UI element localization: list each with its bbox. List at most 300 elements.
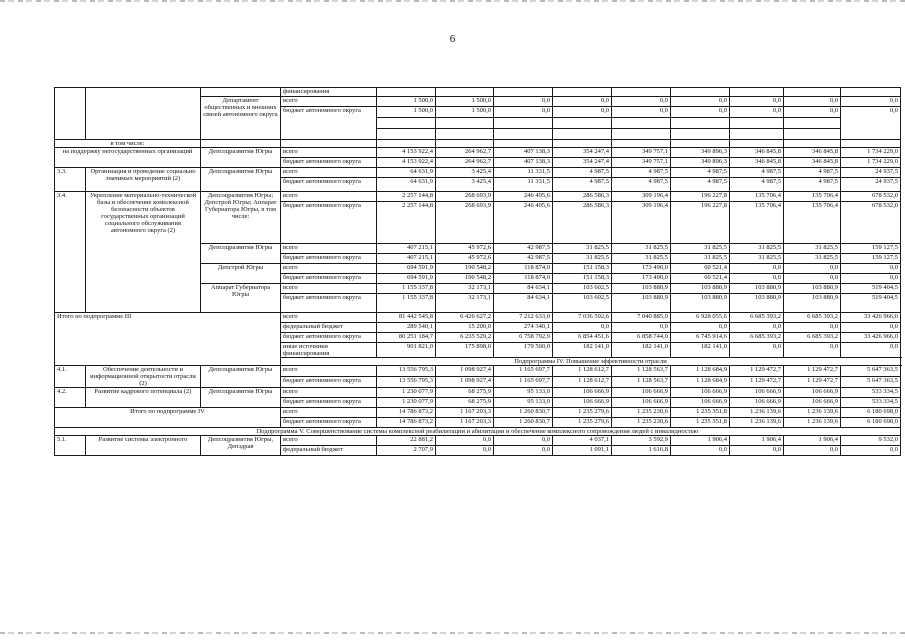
table-cell: 0,0 <box>730 446 784 456</box>
table-cell <box>494 118 553 129</box>
table-cell: 3 425,4 <box>436 168 494 178</box>
table-cell: 173 490,0 <box>612 274 671 284</box>
table-cell: 103 880,9 <box>671 294 730 313</box>
table-cell: 118 874,0 <box>494 274 553 284</box>
table-cell: 0,0 <box>494 97 553 107</box>
table-cell: 6 858 744,0 <box>612 333 671 343</box>
table-cell: 6 235 529,2 <box>436 333 494 343</box>
table-cell <box>494 140 553 148</box>
table-cell: 309 196,4 <box>612 202 671 244</box>
table-cell: 106 666,9 <box>730 388 784 398</box>
table-cell: 103 602,5 <box>553 284 612 294</box>
table-cell <box>671 129 730 140</box>
table-cell: 196 227,8 <box>671 202 730 244</box>
table-cell: 6 180 698,0 <box>841 418 901 428</box>
table-cell: 246 495,6 <box>494 202 553 244</box>
table-cell: 1 129 472,7 <box>730 366 784 377</box>
table-cell <box>86 88 201 140</box>
table-cell: 42 987,5 <box>494 244 553 254</box>
table-cell: Аппарат Губернатора Югры <box>201 284 281 313</box>
table-cell: 349 896,3 <box>671 158 730 168</box>
table-cell: 60 521,4 <box>671 264 730 274</box>
table-cell: 533 334,5 <box>841 398 901 408</box>
table-cell: 286 586,3 <box>553 192 612 202</box>
table-cell: 1 235 351,8 <box>671 408 730 418</box>
table-cell: Депсоцразвития Югры <box>201 244 281 264</box>
table-cell: 0,0 <box>784 343 841 358</box>
table-cell: всего <box>281 148 377 158</box>
table-cell: 31 825,5 <box>730 254 784 264</box>
table-cell: 13 556 795,3 <box>377 366 436 377</box>
table-cell <box>841 140 901 148</box>
table-cell: 0,0 <box>671 107 730 118</box>
table-cell: 2 257 144,8 <box>377 202 436 244</box>
table-cell: 0,0 <box>784 274 841 284</box>
table-cell: федеральный бюджет <box>281 323 377 333</box>
table-cell: Депсоцразвития Югры <box>201 388 281 408</box>
table-cell: 0,0 <box>841 97 901 107</box>
table-cell: 31 825,5 <box>671 244 730 254</box>
table-cell: 64 631,9 <box>377 168 436 178</box>
table-cell: 159 127,5 <box>841 254 901 264</box>
table-cell: 84 634,1 <box>494 294 553 313</box>
table-cell: 68 275,9 <box>436 388 494 398</box>
table-cell <box>201 140 281 148</box>
table-cell: 0,0 <box>841 264 901 274</box>
table-cell: 4 987,5 <box>671 168 730 178</box>
table-row <box>55 168 901 178</box>
table-row <box>55 140 901 148</box>
table-cell <box>281 140 377 148</box>
table-cell: 1 230 077,9 <box>377 388 436 398</box>
table-cell: 1 500,0 <box>436 107 494 118</box>
table-cell: 159 127,5 <box>841 244 901 254</box>
table-cell: 1 091,1 <box>553 446 612 456</box>
table-cell <box>553 118 612 129</box>
table-cell: 0,0 <box>730 343 784 358</box>
table-cell: 3.4. <box>55 192 86 313</box>
table-cell: 106 666,9 <box>784 388 841 398</box>
table-cell: всего <box>281 168 377 178</box>
table-row <box>55 88 901 97</box>
table-cell: 7 040 885,0 <box>612 313 671 323</box>
table-cell <box>494 129 553 140</box>
table-cell <box>436 140 494 148</box>
table-cell: в том числе: <box>55 140 201 148</box>
scan-edge-bottom <box>0 632 905 634</box>
table-cell: 0,0 <box>671 323 730 333</box>
table-cell: 5.1. <box>55 436 86 456</box>
table-cell: всего <box>281 192 377 202</box>
table-cell: 1 236 139,6 <box>730 418 784 428</box>
table-cell: бюджет автономного округа <box>281 333 377 343</box>
table-cell: 3.3. <box>55 168 86 192</box>
table-cell: всего <box>281 284 377 294</box>
table-cell: 103 880,9 <box>612 284 671 294</box>
table-cell: 1 167 203,3 <box>436 418 494 428</box>
table-cell: 3 592,9 <box>612 436 671 446</box>
table-cell: 1 128 563,7 <box>612 366 671 377</box>
table-cell: 5 647 363,5 <box>841 366 901 377</box>
table-cell: 31 825,5 <box>612 254 671 264</box>
table-cell <box>612 129 671 140</box>
table-cell: 309 196,4 <box>612 192 671 202</box>
table-cell: 4 987,5 <box>671 178 730 192</box>
table-cell: 0,0 <box>730 264 784 274</box>
table-cell: 1 236 139,6 <box>784 408 841 418</box>
table-cell <box>553 88 612 97</box>
table-cell: 4 987,5 <box>784 168 841 178</box>
table-cell: 45 972,6 <box>436 244 494 254</box>
table-cell: 0,0 <box>612 323 671 333</box>
table-cell <box>784 129 841 140</box>
table-cell: 2 257 144,8 <box>377 192 436 202</box>
table-cell: Подпрограмма V. Совершенствование системы комплексной реабилитации и абилитации и обеспечение комплексного сопровождения людей с инвалидностью <box>55 428 901 436</box>
table-cell: 14 786 873,2 <box>377 418 436 428</box>
table-cell: 6 758 792,9 <box>494 333 553 343</box>
table-cell: 13 556 795,3 <box>377 377 436 388</box>
table-cell: 190 548,2 <box>436 264 494 274</box>
table-cell: 0,0 <box>841 107 901 140</box>
table-cell: 1 128 612,7 <box>553 377 612 388</box>
table-cell: 95 133,0 <box>494 388 553 398</box>
table-cell: 7 212 633,0 <box>494 313 553 323</box>
table-cell: 6 745 914,6 <box>671 333 730 343</box>
table-cell: Организация и проведение социально значимых мероприятий (2) <box>86 168 201 192</box>
table-cell: 1 098 927,4 <box>436 377 494 388</box>
table-cell <box>730 118 784 129</box>
table-cell: 31 825,5 <box>612 244 671 254</box>
table-cell: 173 490,0 <box>612 264 671 274</box>
table-cell: 60 521,4 <box>671 274 730 284</box>
table-cell: 289 540,1 <box>377 323 436 333</box>
table-cell: 4 987,5 <box>553 178 612 192</box>
table-cell: 1 128 563,7 <box>612 377 671 388</box>
table-cell: 31 825,5 <box>784 244 841 254</box>
table-cell: 45 972,6 <box>436 254 494 264</box>
table-cell: 81 442 545,8 <box>377 313 436 323</box>
table-cell: 95 133,0 <box>494 398 553 408</box>
table-cell: 1 235 279,6 <box>553 418 612 428</box>
table-cell: 1 165 697,7 <box>494 377 553 388</box>
table-cell: Итого по подпрограмме IV <box>55 408 281 428</box>
table-cell: бюджет автономного округа <box>281 398 377 408</box>
table-cell: 1 734 229,0 <box>841 158 901 168</box>
table-cell <box>55 88 86 140</box>
table-cell: 7 036 592,6 <box>553 313 612 323</box>
table-cell <box>784 140 841 148</box>
table-cell: 4 153 922,4 <box>377 158 436 168</box>
table-cell <box>436 118 494 129</box>
table-cell: 0,0 <box>730 274 784 284</box>
table-cell: 0,0 <box>612 107 671 118</box>
table-cell: бюджет автономного округа <box>281 377 377 388</box>
table-cell: 0,0 <box>841 274 901 284</box>
table-cell: 4 987,5 <box>784 178 841 192</box>
table-cell: Депсоцразвития Югры <box>201 366 281 388</box>
table-cell: 0,0 <box>841 323 901 333</box>
table-cell: 264 962,7 <box>436 148 494 158</box>
table-cell: 84 634,1 <box>494 284 553 294</box>
table-cell: 1 616,8 <box>612 446 671 456</box>
table-cell: 6 426 627,2 <box>436 313 494 323</box>
table-cell <box>784 118 841 129</box>
table-cell <box>671 140 730 148</box>
table-cell: 6 685 393,2 <box>730 313 784 323</box>
table-cell: 11 331,5 <box>494 178 553 192</box>
table-cell: 0,0 <box>612 97 671 107</box>
table-cell: 11 331,5 <box>494 168 553 178</box>
table-cell: 533 334,5 <box>841 388 901 398</box>
table-cell: 349 757,1 <box>612 158 671 168</box>
table-cell <box>494 88 553 97</box>
table-cell: Развитие системы электронного <box>86 436 201 456</box>
table-cell: 0,0 <box>553 323 612 333</box>
table-cell: 9 532,0 <box>841 436 901 446</box>
table-cell: 0,0 <box>730 323 784 333</box>
table-row <box>55 192 901 202</box>
table-cell: 103 880,9 <box>730 284 784 294</box>
table-row <box>55 313 901 323</box>
table-cell <box>784 88 841 97</box>
table-cell: 4 987,5 <box>612 168 671 178</box>
table-cell <box>671 118 730 129</box>
table-cell: 0,0 <box>784 446 841 456</box>
table-cell <box>553 129 612 140</box>
table-cell: 1 235 230,6 <box>612 408 671 418</box>
table-cell: 286 586,3 <box>553 202 612 244</box>
table-cell: 103 880,9 <box>612 294 671 313</box>
table-row <box>55 408 901 418</box>
table-cell: 190 548,2 <box>436 274 494 284</box>
table-cell: 0,0 <box>553 97 612 107</box>
table-cell: Подпрограмма IV. Повышение эффективности отрасли <box>281 358 901 366</box>
table-cell: 15 200,0 <box>436 323 494 333</box>
table-cell: 33 426 966,0 <box>841 333 901 343</box>
table-cell: 346 845,8 <box>784 158 841 168</box>
table-cell: 274 340,1 <box>494 323 553 333</box>
table-cell: 346 845,8 <box>730 148 784 158</box>
table-cell: 1 128 684,9 <box>671 366 730 377</box>
table-cell: 151 158,3 <box>553 264 612 274</box>
table-cell: 182 141,0 <box>553 343 612 358</box>
table-cell: 0,0 <box>841 343 901 358</box>
table-cell: 4 987,5 <box>730 178 784 192</box>
table-cell: 0,0 <box>784 97 841 107</box>
table-cell: 106 666,9 <box>553 388 612 398</box>
table-row <box>55 428 901 436</box>
table-cell: 519 404,5 <box>841 284 901 294</box>
table-cell: 407 215,1 <box>377 254 436 264</box>
table-cell: 346 845,8 <box>730 158 784 168</box>
table-cell: всего <box>281 408 377 418</box>
table-cell: Депсоцразвития Югры, Депздрав <box>201 436 281 456</box>
table-cell: бюджет автономного округа <box>281 418 377 428</box>
table-cell: иные источники финансирования <box>281 343 377 358</box>
table-cell: 6 180 698,0 <box>841 408 901 418</box>
table-cell: 4 153 922,4 <box>377 148 436 158</box>
table-cell: 1 906,4 <box>730 436 784 446</box>
table-cell: 31 825,5 <box>671 254 730 264</box>
table-cell: 6 685 393,2 <box>784 333 841 343</box>
table-cell: 5 647 363,5 <box>841 377 901 388</box>
table-cell: 0,0 <box>671 446 730 456</box>
table-cell: 1 128 684,9 <box>671 377 730 388</box>
table-cell: 1 128 612,7 <box>553 366 612 377</box>
table-cell: 106 666,9 <box>612 388 671 398</box>
table-cell: 0,0 <box>494 436 553 446</box>
table-cell: 4.2. <box>55 388 86 408</box>
table-cell: 3 425,4 <box>436 178 494 192</box>
table-cell <box>612 88 671 97</box>
table-cell: 106 666,9 <box>730 398 784 408</box>
table-cell: 135 706,4 <box>730 202 784 244</box>
table-cell: 1 235 230,6 <box>612 418 671 428</box>
table-cell: 1 129 472,7 <box>784 377 841 388</box>
table-cell: 42 987,5 <box>494 254 553 264</box>
table-cell: 678 532,0 <box>841 192 901 202</box>
table-cell: 519 404,5 <box>841 294 901 313</box>
table-cell: 182 141,0 <box>671 343 730 358</box>
table-cell: 0,0 <box>436 446 494 456</box>
table-cell <box>377 88 436 97</box>
table-cell: всего <box>281 97 377 107</box>
budget-table <box>54 87 901 456</box>
table-cell: 106 666,9 <box>612 398 671 408</box>
table-cell: 268 693,9 <box>436 202 494 244</box>
table-cell <box>612 140 671 148</box>
table-cell: бюджет автономного округа <box>281 178 377 192</box>
table-cell <box>436 129 494 140</box>
table-cell: 103 880,9 <box>784 284 841 294</box>
table-cell: 1 235 351,8 <box>671 418 730 428</box>
table-cell: Депсоцразвития Югры <box>201 168 281 192</box>
table-cell: 31 825,5 <box>730 244 784 254</box>
table-cell: бюджет автономного округа <box>281 158 377 168</box>
table-cell <box>201 88 281 97</box>
table-cell: 1 500,0 <box>436 97 494 107</box>
table-cell: 0,0 <box>784 264 841 274</box>
table-cell: 1 260 830,7 <box>494 408 553 418</box>
table-cell: бюджет автономного округа <box>281 254 377 264</box>
table-cell: 349 757,1 <box>612 148 671 158</box>
table-cell: 103 880,9 <box>671 284 730 294</box>
table-cell <box>553 140 612 148</box>
table-cell: 1 167 203,3 <box>436 408 494 418</box>
table-cell: 31 825,5 <box>553 254 612 264</box>
table-cell: всего <box>281 313 377 323</box>
table-cell: 1 155 337,8 <box>377 284 436 294</box>
table-cell: 106 666,9 <box>671 398 730 408</box>
table-cell: 6 854 451,6 <box>553 333 612 343</box>
table-row <box>55 388 901 398</box>
table-row <box>55 366 901 377</box>
table-cell: 407 138,3 <box>494 148 553 158</box>
table-cell: 349 896,3 <box>671 148 730 158</box>
table-cell: 0,0 <box>730 97 784 107</box>
table-cell: 0,0 <box>494 446 553 456</box>
table-cell <box>730 129 784 140</box>
table-cell <box>612 118 671 129</box>
table-cell: 0,0 <box>841 446 901 456</box>
table-row <box>55 148 901 158</box>
table-cell <box>730 140 784 148</box>
table-cell: 6 685 393,2 <box>784 313 841 323</box>
table-cell: 1 165 697,7 <box>494 366 553 377</box>
table-cell: всего <box>281 388 377 398</box>
table-cell: 33 426 966,0 <box>841 313 901 323</box>
table-cell: 106 666,9 <box>671 388 730 398</box>
table-cell <box>377 129 436 140</box>
table-cell: 0,0 <box>671 97 730 107</box>
table-cell: 1 906,4 <box>671 436 730 446</box>
table-cell <box>841 88 901 97</box>
table-cell: 354 247,4 <box>553 158 612 168</box>
table-cell: 24 937,5 <box>841 168 901 178</box>
table-cell: 268 693,9 <box>436 192 494 202</box>
table-cell: всего <box>281 366 377 377</box>
table-cell: 694 591,9 <box>377 264 436 274</box>
table-cell: 106 666,9 <box>784 398 841 408</box>
table-cell: бюджет автономного округа <box>281 274 377 284</box>
table-cell: 6 685 393,2 <box>730 333 784 343</box>
table-cell: 4 987,5 <box>730 168 784 178</box>
table-cell: 32 173,1 <box>436 284 494 294</box>
table-cell: 0,0 <box>730 107 784 118</box>
table-cell: 6 928 055,6 <box>671 313 730 323</box>
table-cell: 24 937,5 <box>841 178 901 192</box>
table-cell: 4.1. <box>55 366 86 388</box>
table-cell: 32 173,1 <box>436 294 494 313</box>
table-cell: 346 845,8 <box>784 148 841 158</box>
table-cell: финансирования <box>281 88 377 97</box>
table-cell: 4 987,5 <box>553 168 612 178</box>
table-cell: Депсоцразвития Югры <box>201 148 281 168</box>
table-cell: 31 825,5 <box>553 244 612 254</box>
table-cell: на поддержку негосударственных организаций <box>55 148 201 168</box>
table-cell: 151 158,3 <box>553 274 612 284</box>
table-cell: 1 129 472,7 <box>730 377 784 388</box>
table-cell: всего <box>281 244 377 254</box>
table-cell: Департамент общественных и внешних связей автономного округа <box>201 97 281 140</box>
table-cell: 678 532,0 <box>841 202 901 244</box>
table-cell: 1 734 229,0 <box>841 148 901 158</box>
table-cell: 135 706,4 <box>784 202 841 244</box>
table-cell: всего <box>281 264 377 274</box>
table-cell: Итого по подпрограмме III <box>55 313 281 366</box>
table-cell: 14 786 873,2 <box>377 408 436 418</box>
table-cell: Обеспечение деятельности и информационной открытости отрасли (2) <box>86 366 201 388</box>
scan-edge-top <box>0 0 905 2</box>
table-cell: 1 236 139,6 <box>784 418 841 428</box>
table-cell: 1 500,0 <box>377 97 436 107</box>
table-cell: 4 987,5 <box>612 178 671 192</box>
table-cell: 246 495,6 <box>494 192 553 202</box>
table-cell: 1 500,0 <box>377 107 436 118</box>
table-cell: 103 880,9 <box>784 294 841 313</box>
table-cell: 1 098 927,4 <box>436 366 494 377</box>
table-cell: 175 898,0 <box>436 343 494 358</box>
table-cell <box>436 88 494 97</box>
table-cell: 0,0 <box>784 323 841 333</box>
table-cell: 0,0 <box>553 107 612 118</box>
table-cell: 22 881,2 <box>377 436 436 446</box>
table-cell: 407 215,1 <box>377 244 436 254</box>
table-cell: 135 706,4 <box>784 192 841 202</box>
table-cell: бюджет автономного округа <box>281 202 377 244</box>
table-cell: 0,0 <box>436 436 494 446</box>
table-cell: 179 500,0 <box>494 343 553 358</box>
